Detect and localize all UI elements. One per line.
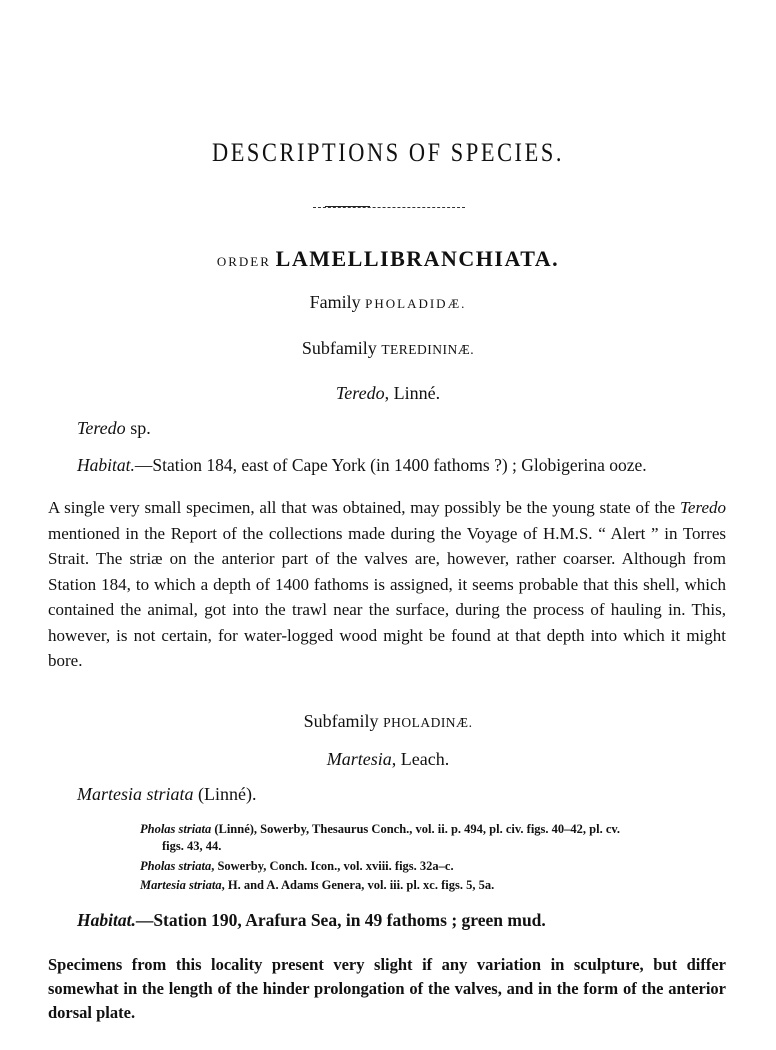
genus-heading-1 bbox=[0, 383, 776, 404]
paragraph-1-text-a: A single very small specimen, all that was obtained, may possibly be the young state of the bbox=[48, 498, 681, 517]
title-divider bbox=[313, 207, 465, 208]
habitat-text-1: —Station 184, east of Cape York (in 1400 fathoms ?) ; Globigerina ooze. bbox=[134, 455, 647, 475]
genus-author-2: , Leach. bbox=[391, 749, 450, 769]
subfamily-heading-2 bbox=[0, 711, 776, 732]
species-heading-2 bbox=[77, 784, 257, 805]
genus-heading-2 bbox=[0, 749, 776, 770]
family-heading bbox=[0, 292, 776, 313]
paragraph-1-text-b: mentioned in the Report of the collections made during the Voyage of H.M.S. “ Alert ” in Torres Strait. The striæ on the anterior part of the valves are, however, rather coarser. Although from Station 184, to which a depth of 1400 fathoms is assigned, it seems probable that this shell, which contained the animal, got into the trawl near the surface, during the process of hauling in. This, however, is not certain, for water-logged wood might be found at that depth into which it might bore. bbox=[48, 523, 726, 670]
synonym-text-2: , Sowerby, Conch. Icon., vol. xviii. figs. 32a–c. bbox=[211, 859, 454, 873]
habitat-line-2 bbox=[77, 910, 546, 931]
synonymy-line-1-continued: figs. 43, 44. bbox=[162, 839, 222, 853]
synonymy-line-1 bbox=[140, 822, 620, 837]
habitat-label-2: Habitat. bbox=[77, 910, 136, 930]
synonym-name-2: Pholas striata bbox=[140, 859, 212, 873]
synonym-name-3: Martesia striata bbox=[140, 878, 222, 892]
order-name: LAMELLIBRANCHIATA. bbox=[275, 246, 560, 271]
subfamily-name-1: TEREDININÆ. bbox=[381, 342, 475, 357]
title-divider-solid bbox=[325, 206, 370, 207]
synonymy-line-3 bbox=[140, 878, 494, 893]
habitat-label-1: Habitat. bbox=[77, 455, 135, 475]
habitat-text-2: —Station 190, Arafura Sea, in 49 fathoms ; green mud. bbox=[135, 910, 546, 930]
description-paragraph-2: Specimens from this locality present very slight if any variation in sculpture, but differ somewhat in the length of the hinder prolongation of the valves, and in the form of the anterior dorsal plate. bbox=[48, 955, 726, 1022]
page-title: DESCRIPTIONS OF SPECIES. bbox=[211, 138, 565, 167]
family-prefix: Family bbox=[309, 292, 361, 312]
species-heading-1 bbox=[77, 418, 151, 439]
species-name-1: Teredo bbox=[77, 418, 126, 438]
synonym-text-3: , H. and A. Adams Genera, vol. iii. pl. xc. figs. 5, 5a. bbox=[221, 878, 495, 892]
synonymy-line-2 bbox=[140, 859, 454, 874]
synonym-name-1: Pholas striata bbox=[140, 822, 212, 836]
species-author-2: (Linné). bbox=[193, 784, 257, 804]
order-heading bbox=[0, 246, 776, 272]
order-prefix: ORDER bbox=[216, 254, 271, 269]
subfamily-prefix-1: Subfamily bbox=[301, 338, 377, 358]
paragraph-1-italic: Teredo bbox=[680, 498, 726, 517]
description-paragraph-1 bbox=[48, 495, 726, 674]
subfamily-prefix-2: Subfamily bbox=[303, 711, 379, 731]
genus-name-2: Martesia bbox=[326, 749, 392, 769]
habitat-line-1 bbox=[77, 455, 647, 476]
synonym-text-1: (Linné), Sowerby, Thesaurus Conch., vol. ii. p. 494, pl. civ. figs. 40–42, pl. cv. bbox=[211, 822, 621, 836]
species-name-2: Martesia striata bbox=[77, 784, 194, 804]
genus-name-1: Teredo bbox=[335, 383, 385, 403]
species-suffix-1: sp. bbox=[125, 418, 151, 438]
genus-author-1: , Linné. bbox=[384, 383, 441, 403]
subfamily-heading-1 bbox=[0, 338, 776, 359]
family-name: PHOLADIDÆ. bbox=[365, 296, 467, 311]
subfamily-name-2: PHOLADINÆ. bbox=[383, 715, 473, 730]
